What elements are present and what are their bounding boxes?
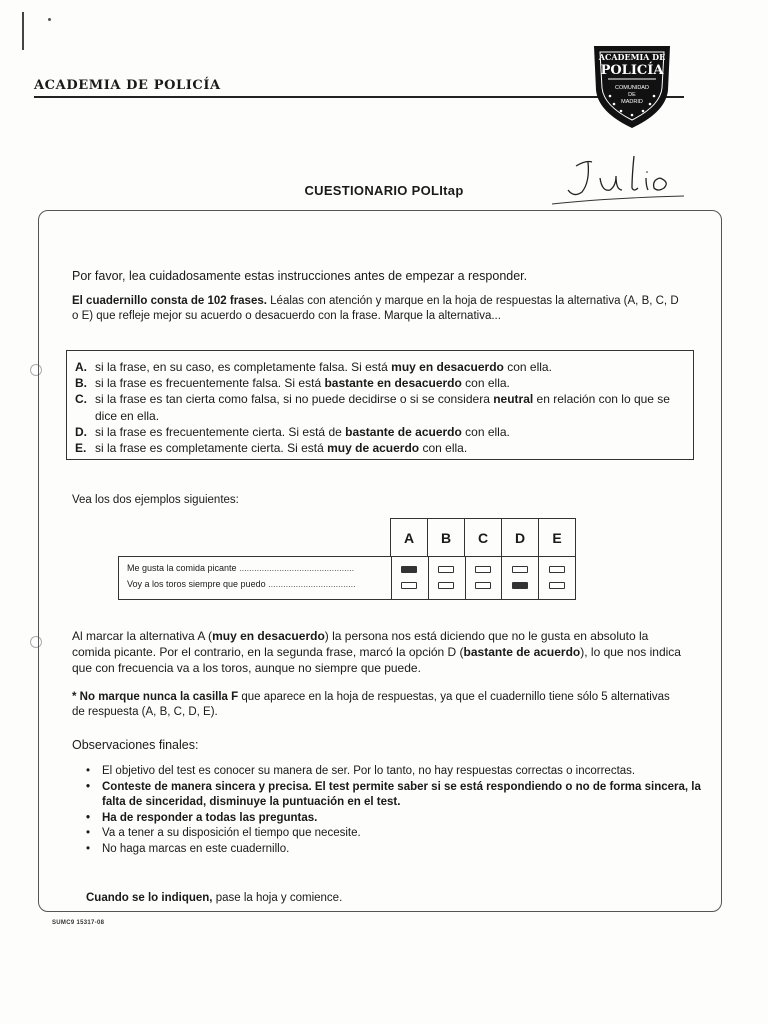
answer-mark-empty bbox=[475, 566, 491, 573]
footnote-box-f bbox=[72, 690, 682, 720]
example-statement bbox=[127, 563, 389, 573]
answer-cell-e bbox=[538, 578, 575, 593]
option-emphasis: bastante en desacuerdo bbox=[324, 376, 462, 391]
option-text-part: con ella. bbox=[461, 424, 510, 439]
option-text-part: si la frase es tan cierta como falsa, si no puede decidirse o si se considera bbox=[95, 392, 494, 407]
example-explanation bbox=[72, 628, 682, 676]
observation-item: • Va a tener a su disposición el tiempo que necesite. bbox=[84, 826, 704, 842]
example-answer-cells bbox=[391, 562, 575, 577]
option-text bbox=[95, 440, 685, 456]
badge-lower-text-2: DE bbox=[628, 92, 636, 98]
form-code: SUMC9 15317-08 bbox=[52, 920, 105, 926]
answer-cell-a bbox=[391, 578, 428, 593]
badge-main-text: POLICÍA bbox=[600, 63, 664, 78]
answer-cell-e bbox=[538, 562, 575, 577]
option-text bbox=[95, 375, 685, 391]
observation-item: • No haga marcas en este cuadernillo. bbox=[84, 842, 704, 858]
booklet-notice bbox=[72, 294, 682, 324]
option-letter: C. bbox=[75, 392, 87, 407]
observations-list bbox=[84, 764, 704, 857]
answer-mark-empty bbox=[549, 582, 565, 589]
closing-bold: Cuando se lo indiquen, bbox=[86, 892, 213, 904]
option-emphasis: muy en desacuerdo bbox=[391, 360, 504, 374]
answer-mark-empty bbox=[549, 566, 565, 573]
answer-cell-d bbox=[501, 562, 538, 577]
handwritten-signature bbox=[548, 152, 688, 208]
example-answer-cells bbox=[391, 578, 575, 593]
option-text-part: con ella. bbox=[461, 376, 510, 391]
example-statement-leader: ................................... bbox=[265, 579, 356, 589]
page-edge-mark bbox=[22, 12, 24, 50]
column-header-b: B bbox=[427, 519, 464, 557]
option-a bbox=[75, 359, 685, 375]
intro-text: Por favor, lea cuidadosamente estas instrucciones antes de empezar a responder. bbox=[72, 269, 528, 283]
answer-cell-c bbox=[465, 562, 502, 577]
option-text-part: con ella. bbox=[503, 360, 552, 374]
examples-intro: Vea los dos ejemplos siguientes: bbox=[72, 494, 239, 506]
example-statement-leader: .............................................. bbox=[236, 563, 355, 573]
option-text bbox=[95, 391, 685, 423]
example-statement-text: Me gusta la comida picante bbox=[127, 563, 237, 573]
option-text-part: si la frase es completamente cierta. Si está bbox=[95, 441, 328, 456]
answer-options-box bbox=[66, 350, 694, 460]
answer-mark-filled bbox=[401, 566, 417, 573]
badge-top-text: ACADEMIA DE bbox=[598, 52, 666, 62]
document-title: CUESTIONARIO POLItap bbox=[304, 183, 464, 198]
observation-item: • Ha de responder a todas las preguntas. bbox=[84, 811, 704, 827]
example-row-1 bbox=[119, 562, 575, 577]
option-letter: E. bbox=[75, 441, 87, 456]
answer-mark-empty bbox=[475, 582, 491, 589]
badge-lower-text-3: MADRID bbox=[621, 99, 643, 105]
column-header-a: A bbox=[403, 530, 415, 546]
answer-options-list bbox=[67, 351, 693, 456]
institution-name: ACADEMIA DE POLICÍA bbox=[34, 78, 221, 93]
option-text-part: si la frase, en su caso, es completamente falsa. Si está bbox=[95, 360, 392, 374]
answer-cell-c bbox=[465, 578, 502, 593]
option-text-part: si la frase es frecuentemente cierta. Si está de bbox=[95, 424, 346, 439]
header-rule bbox=[34, 96, 684, 98]
option-c bbox=[75, 391, 685, 423]
example-row-2 bbox=[119, 578, 575, 593]
option-text-part: en relación con lo que se dice en ella. bbox=[95, 392, 670, 423]
answer-cell-b bbox=[428, 578, 465, 593]
explanation-part: Al marcar la alternativa A ( bbox=[72, 629, 213, 643]
answer-cell-d bbox=[501, 578, 538, 593]
option-d bbox=[75, 424, 685, 440]
answer-mark-empty bbox=[512, 566, 528, 573]
explanation-emphasis: muy en desacuerdo bbox=[212, 629, 325, 643]
column-header-d: D bbox=[501, 519, 538, 557]
badge-lower-text-1: COMUNIDAD bbox=[615, 85, 649, 91]
police-academy-badge-icon bbox=[588, 38, 676, 130]
option-letter: A. bbox=[75, 360, 87, 374]
examples-body bbox=[118, 556, 576, 600]
closing-instruction bbox=[86, 890, 696, 906]
footnote-bold: * No marque nunca la casilla F bbox=[72, 691, 239, 703]
closing-rest: pase la hoja y comience. bbox=[212, 892, 343, 904]
option-e bbox=[75, 440, 685, 456]
footnote-rest: que aparece en la hoja de respuestas, ya que el cuadernillo tiene sólo 5 alternativas de respuesta (A, B, C, D, E). bbox=[72, 691, 670, 718]
observation-item: • El objetivo del test es conocer su manera de ser. Por lo tanto, no hay respuestas correctas o incorrectas. bbox=[84, 764, 704, 780]
answer-cell-b bbox=[428, 562, 465, 577]
booklet-notice-bold: El cuadernillo consta de 102 frases. bbox=[72, 295, 267, 307]
option-letter: B. bbox=[75, 376, 87, 391]
answer-cell-a bbox=[391, 562, 428, 577]
option-text bbox=[95, 424, 685, 440]
observation-item: • Conteste de manera sincera y precisa. El test permite saber si se está respondiendo o no de forma sincera, la falta de sinceridad, disminuye la puntuación en el test. bbox=[84, 780, 704, 811]
answer-mark-empty bbox=[401, 582, 417, 589]
answer-mark-empty bbox=[438, 582, 454, 589]
option-b bbox=[75, 375, 685, 391]
example-statement-text: Voy a los toros siempre que puedo bbox=[127, 579, 266, 589]
option-emphasis: neutral bbox=[493, 392, 534, 407]
option-emphasis: muy de acuerdo bbox=[327, 441, 420, 456]
column-header-c: C bbox=[464, 519, 501, 557]
examples-column-headers bbox=[390, 518, 576, 557]
option-emphasis: bastante de acuerdo bbox=[345, 424, 462, 439]
explanation-part: ) la persona nos está diciendo que no le gusta en absoluto la comida picante. Por el contrario, en la segunda frase, marcó la opción D ( bbox=[72, 629, 649, 659]
option-text-part: con ella. bbox=[419, 441, 468, 456]
booklet-notice-rest: Léalas con atención y marque en la hoja de respuestas la alternativa (A, B, C, D o E) que refleje mejor su acuerdo o desacuerdo con la frase. Marque la alternativa... bbox=[72, 295, 679, 322]
answer-mark-filled bbox=[512, 582, 528, 589]
page-speck bbox=[48, 18, 51, 21]
option-text-part: si la frase es frecuentemente falsa. Si está bbox=[95, 376, 325, 391]
answer-mark-empty bbox=[438, 566, 454, 573]
explanation-emphasis: bastante de acuerdo bbox=[463, 645, 581, 659]
explanation-part: ), lo que nos indica que con frecuencia va a los toros, aunque no siempre que puede. bbox=[72, 645, 681, 675]
observations-title: Observaciones finales: bbox=[72, 738, 199, 752]
examples-grid bbox=[118, 518, 574, 600]
option-text bbox=[95, 359, 685, 375]
example-statement bbox=[127, 579, 389, 589]
option-letter: D. bbox=[75, 424, 87, 439]
column-header-e: E bbox=[538, 519, 575, 557]
